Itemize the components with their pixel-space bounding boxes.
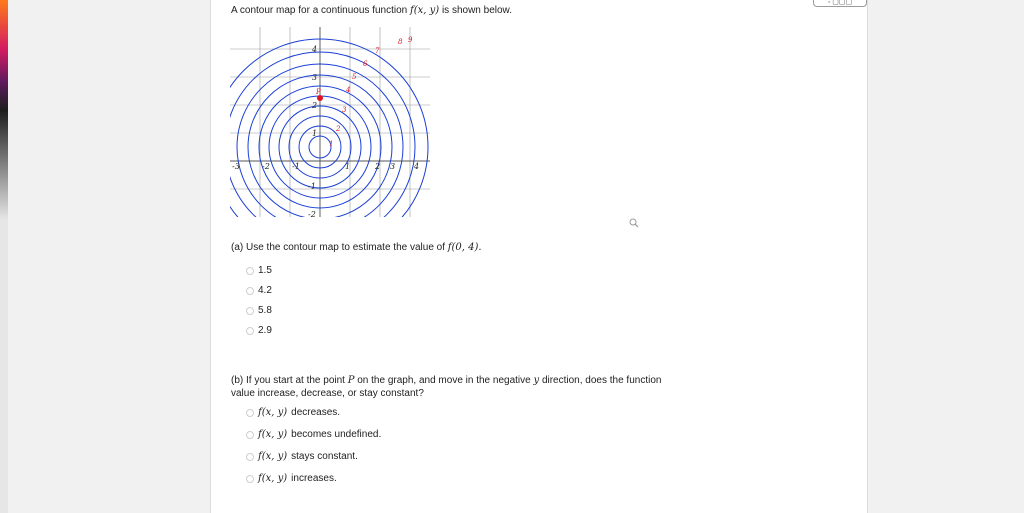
question-card <box>210 0 868 513</box>
contour-value-label: 5 <box>352 73 357 81</box>
contour-value-label: 6 <box>363 60 368 68</box>
part-b-option[interactable] <box>246 473 337 484</box>
option-math: f(x, y) <box>258 429 288 440</box>
radio-button[interactable] <box>246 453 254 461</box>
x-tick-label: 3 <box>390 162 396 171</box>
option-math: f(x, y) <box>258 407 288 418</box>
intro-function: f(x, y) <box>410 5 440 16</box>
contour-value-label: 9 <box>408 36 413 44</box>
radio-button[interactable] <box>246 431 254 439</box>
x-tick-label: -1 <box>292 162 300 171</box>
x-tick-label: -3 <box>232 162 240 171</box>
magnifier-icon[interactable] <box>629 218 639 228</box>
contour-map <box>230 27 430 217</box>
radio-button[interactable] <box>246 327 254 335</box>
part-b-text: direction, does the function <box>541 375 662 386</box>
x-tick-label: 4 <box>414 162 420 171</box>
grid-lines <box>230 27 430 217</box>
intro-text: A contour map for a continuous function <box>231 5 408 16</box>
question-intro <box>231 5 512 16</box>
radio-button[interactable] <box>246 409 254 417</box>
contour-value-label: 2 <box>336 125 341 133</box>
left-window-edge <box>0 0 8 513</box>
part-b-option[interactable] <box>246 451 358 462</box>
wallpaper-strip <box>0 0 8 110</box>
contour-value-label: 3 <box>342 106 347 114</box>
option-label: 1.5 <box>258 265 272 276</box>
option-label: 4.2 <box>258 285 272 296</box>
part-b-variable: y <box>533 375 540 386</box>
x-tick-label: 1 <box>345 162 351 171</box>
contour-value-label: 4 <box>346 86 351 94</box>
y-tick-label: 1 <box>312 129 318 138</box>
option-label: increases. <box>291 473 337 484</box>
option-label: becomes undefined. <box>291 429 382 440</box>
contour-value-label: 1 <box>329 140 334 148</box>
part-a-option[interactable] <box>246 265 272 276</box>
part-b-text: on the graph, and move in the negative <box>357 375 531 386</box>
y-tick-label: -1 <box>308 182 316 191</box>
part-a-text: (a) Use the contour map to estimate the value of <box>231 242 445 253</box>
option-label: stays constant. <box>291 451 358 462</box>
point-p-label: P <box>316 88 321 96</box>
option-math: f(x, y) <box>258 473 288 484</box>
y-tick-label: -2 <box>308 210 316 217</box>
y-tick-label: 3 <box>312 73 318 82</box>
part-b-option[interactable] <box>246 407 340 418</box>
y-tick-label: 2 <box>312 101 318 110</box>
part-b-text-line2: value increase, decrease, or stay constant? <box>231 388 424 399</box>
wallpaper-shadow <box>0 110 8 220</box>
radio-button[interactable] <box>246 307 254 315</box>
contour-value-label: 7 <box>375 47 380 55</box>
part-b-option[interactable] <box>246 429 381 440</box>
option-math: f(x, y) <box>258 451 288 462</box>
x-tick-label: -2 <box>262 162 270 171</box>
part-a-option[interactable] <box>246 325 272 336</box>
radio-button[interactable] <box>246 475 254 483</box>
option-label: 2.9 <box>258 325 272 336</box>
part-a-prompt <box>231 241 482 254</box>
top-right-button[interactable]: ◦ ▢▢▢ <box>813 0 867 7</box>
x-tick-label: 2 <box>375 162 381 171</box>
part-a-option[interactable] <box>246 285 272 296</box>
radio-button[interactable] <box>246 267 254 275</box>
part-b-prompt <box>231 374 711 400</box>
radio-button[interactable] <box>246 287 254 295</box>
part-b-text: (b) If you start at the point <box>231 375 345 386</box>
intro-tail: is shown below. <box>441 5 512 16</box>
y-tick-label: 4 <box>312 45 318 54</box>
option-label: decreases. <box>291 407 341 418</box>
part-a-math: f(0, 4). <box>447 242 482 253</box>
option-label: 5.8 <box>258 305 272 316</box>
part-b-point: P <box>347 375 355 386</box>
part-a-option[interactable] <box>246 305 272 316</box>
contour-value-label: 8 <box>398 38 403 46</box>
